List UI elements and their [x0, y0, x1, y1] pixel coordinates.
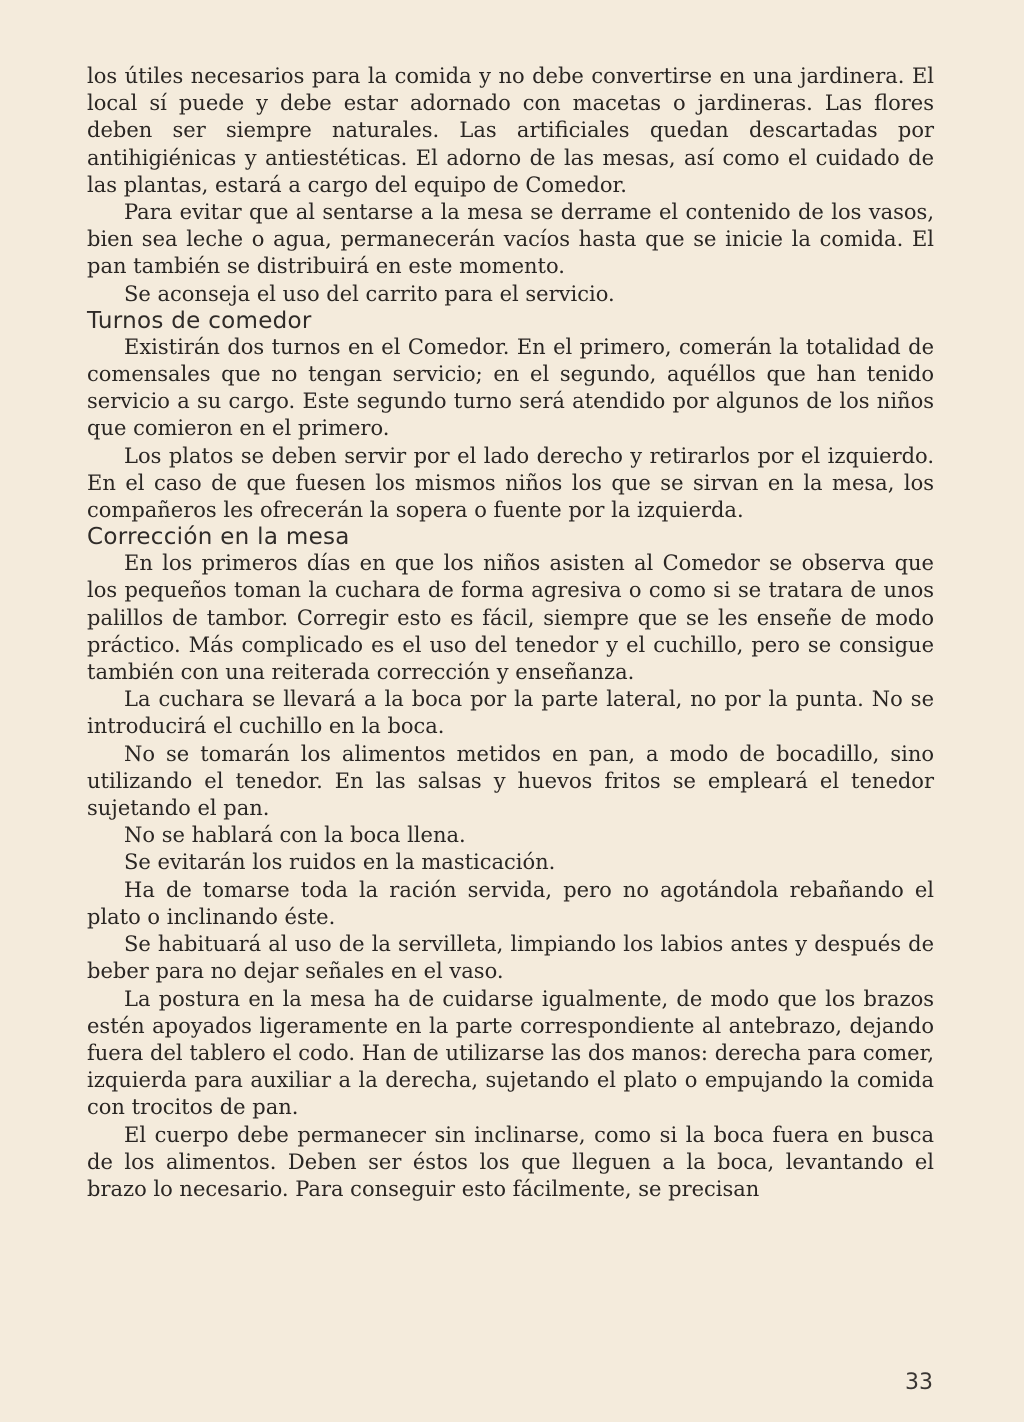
section-heading-correccion: Corrección en la mesa [87, 524, 350, 551]
intro-paragraph-3: Se aconseja el uso del carrito para el servicio. [124, 281, 615, 306]
correccion-paragraph-5: Se evitarán los ruidos en la masticación. [124, 850, 556, 875]
page-number: 33 [905, 1370, 933, 1395]
correccion-paragraph-9: El cuerpo debe permanecer sin inclinarse, como si la boca fuera en busca de los alimentos. Deben ser éstos los que lleguen a la boca, levantando el brazo lo necesario. Para conseguir esto fácilmente, se precisan [87, 1122, 934, 1201]
intro-paragraph-1: los útiles necesarios para la comida y no debe convertirse en una jardinera. El local sí puede y debe estar adornado con macetas o jardineras. Las flores deben ser siempre naturales. Las artificiales quedan descartadas por antihigiénicas y antiestéticas. El adorno de las mesas, así como el cuidado de las plantas, estará a cargo del equipo de Comedor. [87, 64, 934, 197]
correccion-paragraph-7: Se habituará al uso de la servilleta, limpiando los labios antes y después de beber para no dejar señales en el vaso. [87, 932, 934, 984]
intro-paragraph-2: Para evitar que al sentarse a la mesa se derrame el contenido de los vasos, bien sea leche o agua, permanecerán vacíos hasta que se inicie la comida. El pan también se distribuirá en este momento. [87, 200, 934, 279]
turnos-paragraph-1: Existirán dos turnos en el Comedor. En el primero, comerán la totalidad de comensales que no tengan servicio; en el segundo, aquéllos que han tenido servicio a su cargo. Este segundo turno será atendido por algunos de los niños que comieron en el primero. [87, 334, 934, 441]
section-heading-turnos: Turnos de comedor [87, 307, 312, 334]
page-body [87, 63, 934, 1203]
correccion-paragraph-1: En los primeros días en que los niños asisten al Comedor se observa que los pequeños toman la cuchara de forma agresiva o como si se tratara de unos palillos de tambor. Corregir esto es fácil, siempre que se les enseñe de modo práctico. Más complicado es el uso del tenedor y el cuchillo, pero se consigue también con una reiterada corrección y enseñanza. [87, 551, 934, 685]
correccion-paragraph-8: La postura en la mesa ha de cuidarse igualmente, de modo que los brazos estén apoyados ligeramente en la parte correspondiente al antebrazo, dejando fuera del tablero el codo. Han de utilizarse las dos manos: derecha para comer, izquierda para auxiliar a la derecha, sujetando el plato o empujando la comida con trocitos de pan. [87, 986, 934, 1120]
correccion-paragraph-3: No se tomarán los alimentos metidos en pan, a modo de bocadillo, sino utilizando el tenedor. En las salsas y huevos fritos se empleará el tenedor sujetando el pan. [87, 741, 934, 821]
correccion-paragraph-4: No se hablará con la boca llena. [124, 823, 466, 848]
correccion-paragraph-6: Ha de tomarse toda la ración servida, pero no agotándola rebañando el plato o inclinando éste. [87, 877, 934, 929]
correccion-paragraph-2: La cuchara se llevará a la boca por la parte lateral, no por la punta. No se introducirá el cuchillo en la boca. [87, 687, 934, 739]
turnos-paragraph-2: Los platos se deben servir por el lado derecho y retirarlos por el izquierdo. En el caso de que fuesen los mismos niños los que se sirvan en la mesa, los compañeros les ofrecerán la sopera o fuente por la izquierda. [87, 443, 934, 523]
